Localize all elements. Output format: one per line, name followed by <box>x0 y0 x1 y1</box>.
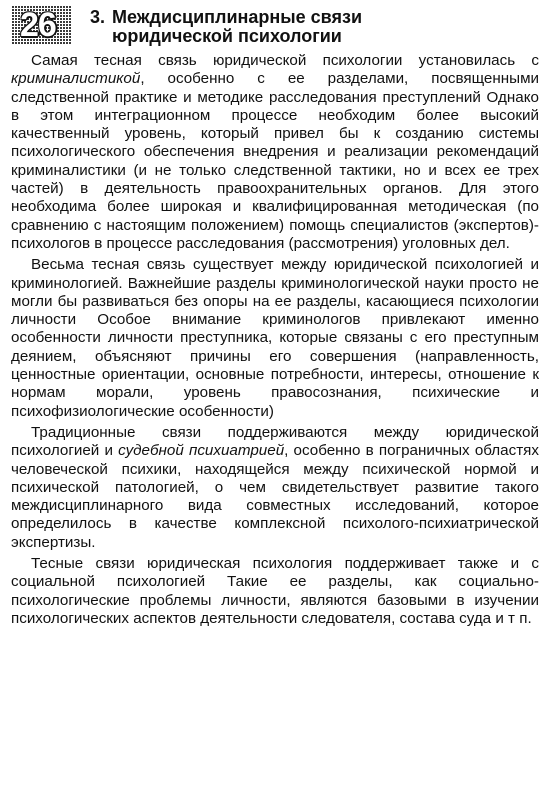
paragraph-criminalistics <box>11 52 539 253</box>
section-number: 3. <box>90 7 106 27</box>
section-header <box>12 6 542 50</box>
paragraph-text: , особенно с ее разделами, посвященными следственной практике и методике расследования преступлений Однако в этом интеграционном процессе необходим более высокий качественный уровень, который привел бы к созданию системы психологического обеспечения внедрения и реализации рекомендаций криминалистики (и не только следственной тактики, но и всех ее трех частей) в деятельность правоохранительных органов. Для этого необходима более широкая и квалифицированная методическая (по сравнению с настоящим положением) помощь специалистов (экспертов)-психологов в процессе расследования (рассмотрения) уголовных дел. <box>11 70 539 252</box>
section-title-line-1: Междисциплинарные связи <box>112 7 363 27</box>
emphasis-forensic-psychiatry: судебной психиатрией <box>118 442 285 460</box>
paragraph-text: Традиционные связи поддерживаются между юридической психологией и <box>11 423 539 460</box>
paragraph-forensic-psychiatry <box>11 424 539 552</box>
paragraph-text: Самая тесная связь юридической психологии установилась с <box>31 52 539 69</box>
emphasis-criminalistics: криминалистикой <box>11 70 141 88</box>
paragraph-social-psychology: Тесные связи юридическая психология поддерживает также и с социальной психологией Такие ее разделы, как социально-психологические проблемы личности, являются базовыми в изучении психологических аспектов деятельности следователя, состава суда и т п. <box>11 555 539 627</box>
section-title <box>90 8 540 46</box>
body-text <box>11 52 539 631</box>
paragraph-criminology: Весьма тесная связь существует между юридической психологией и криминологией. Важнейшие разделы криминологической науки просто не могли бы развиваться без опоры на ее разделы, касающиеся психологии личности Особое внимание криминологов привлекают именно особенности личности преступника, которые связаны с его преступным деянием, объясняют причины его совершения (направленность, ценностные ориентации, основные потребности, интересы, отношение к нормам морали, уровень правосознания, психические и психофизиологические особенности) <box>11 256 539 420</box>
section-title-line-2: юридической психологии <box>112 26 342 46</box>
paragraph-text: , особенно в пограничных областях человеческой психики, находящейся между психической нормой и психической патологией, о чем свидетельствует развитие такого междисциплинарного вида совместных исследований, которое определилось в качестве комплексной психолого-психиатрической экспертизы. <box>11 442 539 551</box>
section-badge-number: 26 <box>20 6 56 44</box>
section-badge <box>12 6 72 44</box>
